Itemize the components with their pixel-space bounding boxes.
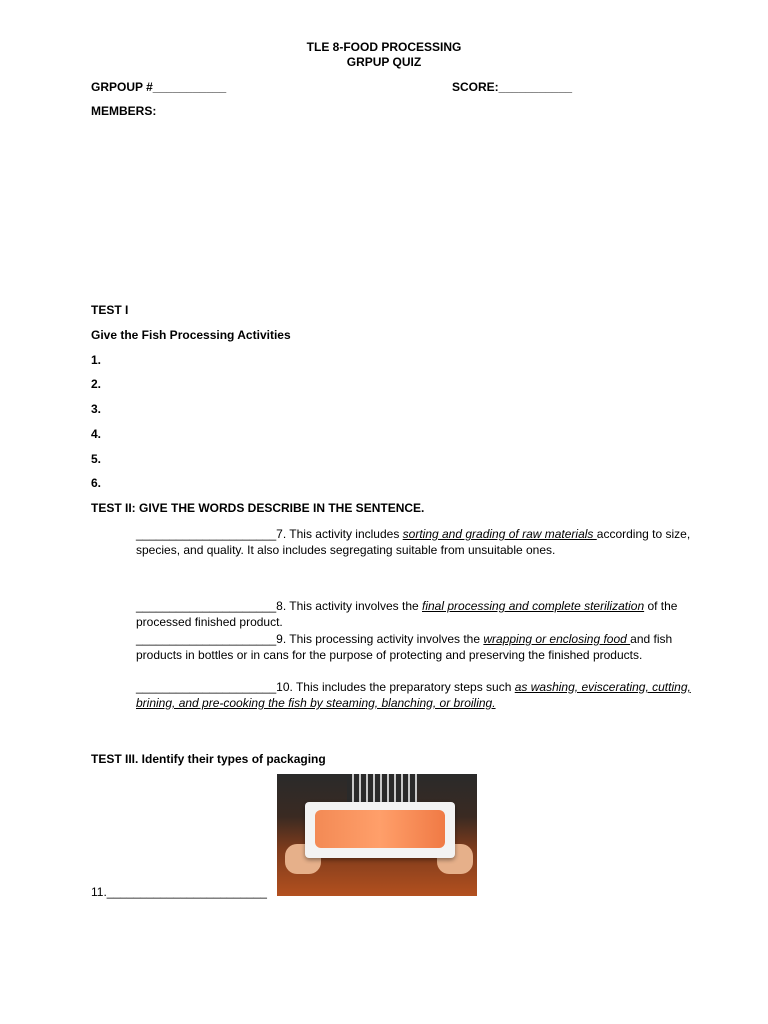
members-label: MEMBERS: (91, 104, 157, 118)
answer-line-11: 11.________________________ (91, 885, 267, 899)
q8-text-rest: of the processed finished product. (136, 599, 678, 629)
test1-instruction: Give the Fish Processing Activities (91, 328, 291, 342)
q9-text-rest: and fish products in bottles or in cans for the purpose of protecting and preserving the finished products. (136, 632, 673, 662)
test1-item-5: 5. (91, 452, 102, 466)
q8-text: 8. This activity involves the (276, 599, 422, 613)
test1-item-6: 6. (91, 476, 102, 490)
group-number-field: GRPOUP #___________ (91, 80, 227, 94)
answer-blank-8: _____________________ (136, 599, 277, 613)
answer-blank-10: _____________________ (136, 680, 277, 694)
q10-emphasis: as washing, eviscerating, cutting, brining, and pre-cooking the fish by steaming, blanching, or broiling. (136, 680, 691, 710)
question-10 (136, 679, 696, 711)
question-9 (136, 631, 696, 663)
q8-emphasis: final processing and complete sterilization (422, 599, 645, 613)
question-7 (136, 526, 696, 558)
test2-title: TEST II: GIVE THE WORDS DESCRIBE IN THE SENTENCE. (91, 501, 425, 515)
q9-text: 9. This processing activity involves the (276, 632, 484, 646)
q9-emphasis: wrapping or enclosing food (483, 632, 631, 646)
q10-text: 10. This includes the preparatory steps such (276, 680, 515, 694)
test1-item-2: 2. (91, 377, 102, 391)
score-field: SCORE:___________ (452, 80, 573, 94)
document-subtitle: GRPUP QUIZ (346, 55, 422, 69)
test3-title: TEST III. Identify their types of packaging (91, 752, 326, 766)
q7-text: 7. This activity includes (276, 527, 403, 541)
q7-text-rest: according to size, species, and quality. It also includes segregating suitable from unsuitable ones. (136, 527, 691, 557)
foam-tray (305, 802, 455, 858)
test1-item-4: 4. (91, 427, 102, 441)
test1-item-1: 1. (91, 353, 102, 367)
salmon-fillet (315, 810, 445, 848)
packaged-salmon-photo (277, 774, 477, 896)
question-8 (136, 598, 696, 630)
answer-blank-9: _____________________ (136, 632, 277, 646)
document-title: TLE 8-FOOD PROCESSING (306, 40, 462, 54)
apron-stripes (347, 774, 417, 802)
answer-blank-7: _____________________ (136, 527, 277, 541)
test1-title: TEST I (91, 303, 129, 317)
test1-item-3: 3. (91, 402, 102, 416)
q7-emphasis: sorting and grading of raw materials (402, 527, 597, 541)
